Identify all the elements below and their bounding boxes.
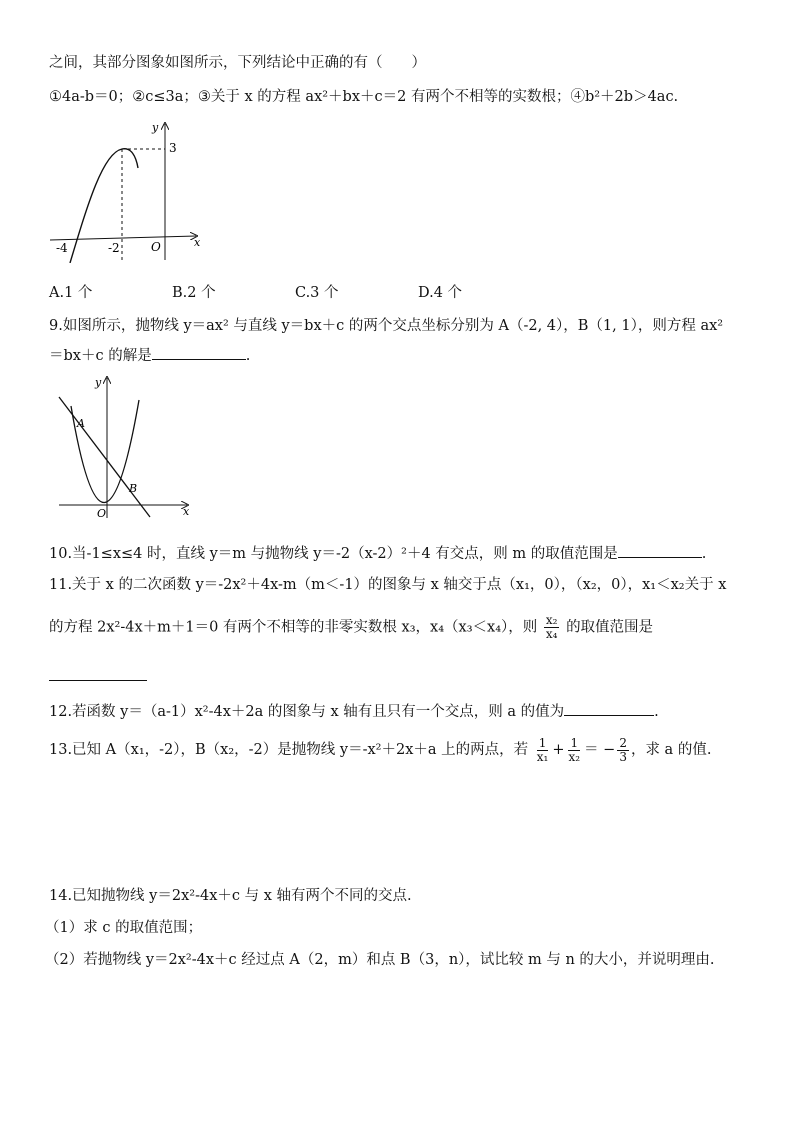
option-b[interactable]: B.2 个 — [172, 285, 216, 301]
q11-answer-blank[interactable] — [49, 666, 147, 681]
q13-text-end: ，求 a 的值. — [630, 742, 712, 758]
option-c[interactable]: C.3 个 — [295, 285, 339, 301]
point-b-label: B — [129, 482, 138, 495]
y-label: y — [152, 121, 159, 134]
q9-answer-blank[interactable] — [152, 345, 246, 360]
q11-line3 — [49, 666, 147, 687]
x-label: x — [194, 236, 201, 249]
q12-answer-blank[interactable] — [564, 701, 654, 716]
q9-line2 — [49, 345, 250, 366]
q9-line2-text: ＝bx＋c 的解是 — [49, 348, 152, 364]
q10-line — [49, 543, 706, 564]
q9-period: . — [245, 348, 251, 364]
q10-text: 10.当-1≤x≤4 时，直线 y＝m 与抛物线 y＝-2（x-2）²＋4 有交点，则 m 的取值范围是 — [49, 546, 618, 562]
q13-line — [49, 733, 711, 767]
one-over-x2-fraction — [566, 737, 582, 764]
frac1-denominator: x₁ — [536, 749, 549, 764]
one-over-x1-fraction — [535, 737, 551, 764]
x-axis — [50, 236, 196, 240]
q11-line2-text: 的方程 2x²-4x＋m＋1＝0 有两个不相等的非零实数根 x₃，x₄（x₃＜x₄），则 — [49, 619, 538, 636]
q12-line — [49, 701, 659, 722]
tick-3: 3 — [169, 141, 177, 155]
q13-text-start: 13.已知 A（x₁，-2），B（x₂，-2）是抛物线 y＝-x²＋2x＋a 上的两点，若 — [49, 742, 529, 758]
q8-line2: ①4a-b＝0；②c≤3a；③关于 x 的方程 ax²＋bx＋c＝2 有两个不相等的实数根；④b²＋2b＞4ac. — [49, 89, 679, 105]
frac-numerator: x₂ — [545, 613, 558, 627]
option-d[interactable]: D.4 个 — [418, 285, 463, 301]
two-thirds-fraction — [617, 737, 629, 764]
q8-parabola-figure — [48, 118, 208, 263]
x2-over-x4-fraction — [544, 614, 560, 641]
tick-neg2: -2 — [108, 241, 120, 255]
q14-part1: （1）求 c 的取值范围； — [45, 920, 203, 936]
q9-parabola-line-figure — [57, 372, 197, 520]
q8-options — [49, 283, 462, 303]
equals-minus: ＝ − — [584, 742, 616, 758]
q12-period: . — [654, 704, 659, 720]
origin-label: O — [97, 507, 107, 520]
q11-line2-end: 的取值范围是 — [566, 619, 654, 636]
frac2-numerator: 1 — [570, 735, 579, 750]
x-label: x — [183, 505, 190, 518]
y-label: y — [95, 376, 102, 389]
q8-line1: 之间，其部分图象如图所示，下列结论中正确的有（ ） — [49, 55, 426, 71]
frac1-numerator: 1 — [538, 735, 547, 750]
q10-period: . — [701, 546, 707, 562]
q9-line1: 9.如图所示，抛物线 y＝ax² 与直线 y＝bx＋c 的两个交点坐标分别为 A（-2, 4），B（1, 1），则方程 ax² — [49, 318, 724, 334]
q14-line1: 14.已知抛物线 y＝2x²-4x＋c 与 x 轴有两个不同的交点. — [49, 888, 412, 904]
q10-answer-blank[interactable] — [618, 543, 702, 558]
point-a-label: A — [77, 417, 85, 430]
origin-label: O — [151, 240, 161, 254]
q14-part2: （2）若抛物线 y＝2x²-4x＋c 经过点 A（2，m）和点 B（3，n），试比较 m 与 n 的大小，并说明理由. — [45, 952, 715, 968]
frac-denominator: x₄ — [545, 627, 558, 641]
frac3-denominator: 3 — [619, 749, 627, 764]
q12-text: 12.若函数 y＝（a-1）x²-4x＋2a 的图象与 x 轴有且只有一个交点，则 a 的值为 — [49, 704, 565, 720]
parabola-curve — [70, 149, 138, 263]
tick-neg4: -4 — [56, 241, 68, 255]
frac3-numerator: 2 — [619, 735, 627, 750]
plus-sign: + — [552, 742, 565, 758]
frac2-denominator: x₂ — [568, 749, 581, 764]
option-a[interactable]: A.1 个 — [49, 285, 93, 301]
q11-line2 — [49, 614, 653, 641]
q11-line1: 11.关于 x 的二次函数 y＝-2x²＋4x-m（m＜-1）的图象与 x 轴交于点（x₁，0），（x₂，0），x₁＜x₂关于 x — [49, 577, 727, 593]
